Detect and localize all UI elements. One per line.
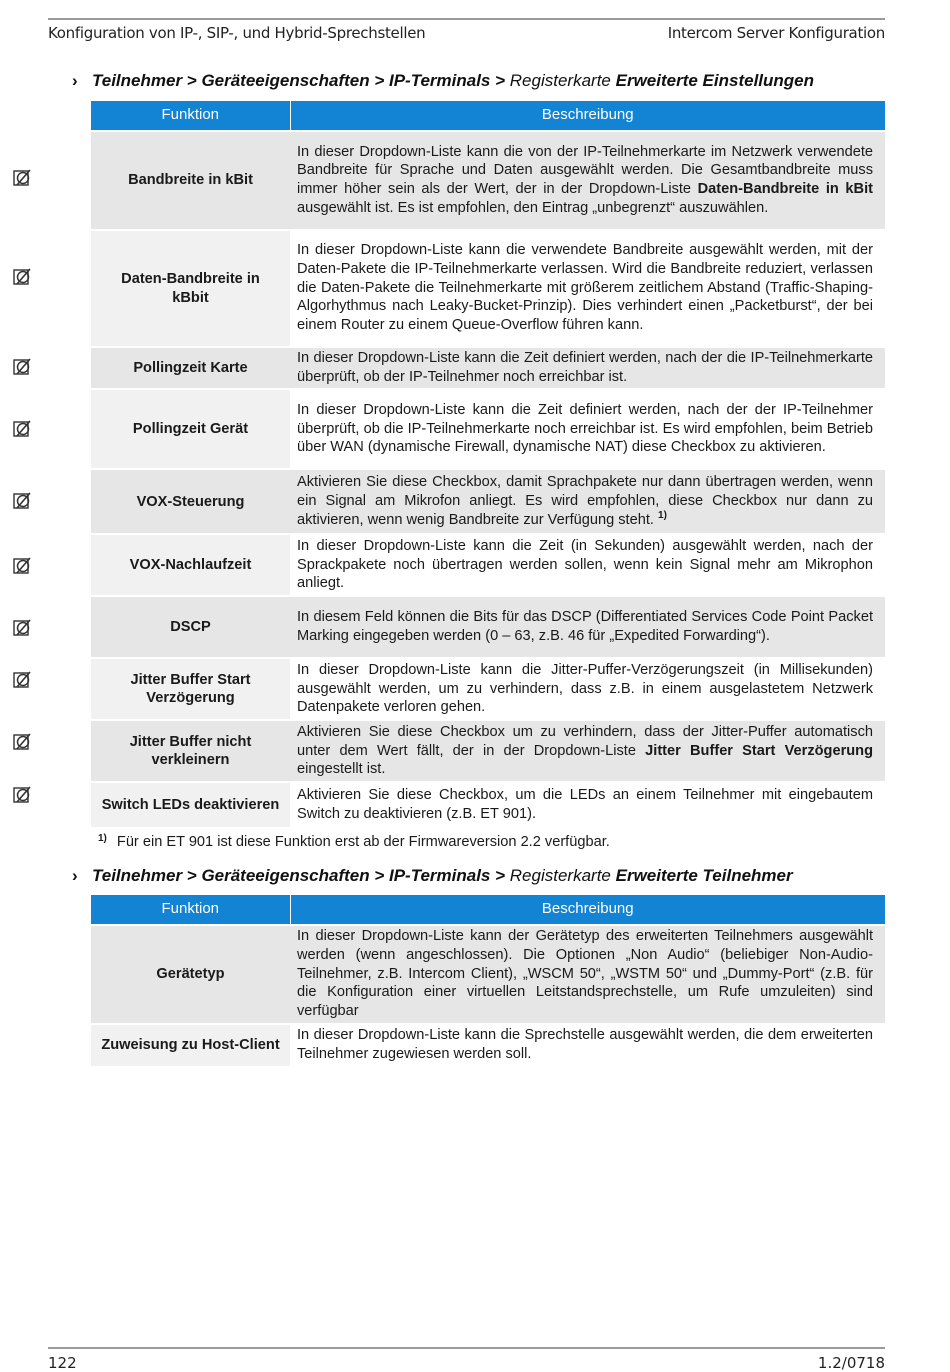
footnote-marker: 1) (98, 833, 107, 844)
section-path: Teilnehmer > Geräteeigenschaften > IP-Terminals > (92, 71, 506, 90)
table-row (91, 925, 885, 1024)
section-tab-name: Erweiterte Einstellungen (615, 71, 815, 90)
function-name: Daten-Bandbreite in kBbit (91, 230, 290, 347)
no-web-config-icon (13, 419, 33, 439)
section-tab-word: Registerkarte (509, 866, 611, 885)
no-web-config-icon (13, 168, 33, 188)
function-description: In dieser Dropdown-Liste kann die Zeit definiert werden, nach der der IP-Teilnehmer überprüft, ob die IP-Teilnehmerkarte noch erreichbar ist. Es wird empfohlen, beim Betrieb über WAN (dynamische Firewall, dynamische NAT) diese Checkbox zu aktivieren. (290, 389, 885, 469)
no-web-config-icon (13, 357, 33, 377)
function-name: Zuweisung zu Host-Client (91, 1024, 290, 1066)
table-header-row (91, 101, 885, 131)
header-right: Intercom Server Konfiguration (667, 24, 885, 42)
section-title-2 (72, 866, 892, 886)
header-rule (48, 18, 885, 20)
document-version: 1.2/0718 (817, 1354, 885, 1372)
col-description: Beschreibung (290, 895, 885, 925)
table-row (91, 389, 885, 469)
table-row (91, 782, 885, 827)
function-name: VOX-Steuerung (91, 469, 290, 534)
header-left: Konfiguration von IP-, SIP-, und Hybrid-Sprechstellen (48, 24, 426, 42)
no-web-config-icon (13, 670, 33, 690)
function-name: VOX-Nachlaufzeit (91, 534, 290, 596)
page-number: 122 (48, 1354, 77, 1372)
col-function: Funktion (91, 101, 290, 131)
function-description: Aktivieren Sie diese Checkbox, damit Sprachpakete nur dann übertragen werden, wenn ein Signal am Mikrofon anliegt. Es wird empfohlen, diese Checkbox nur dann zu aktivieren, wenn wenig Bandbreite zur Verfügung steht. $^{1)}$ (290, 469, 885, 534)
section-title-1 (72, 71, 892, 91)
footnote (98, 834, 610, 850)
no-web-config-icon (13, 267, 33, 287)
function-description: In diesem Feld können die Bits für das DSCP (Differentiated Services Code Point Packet Marking eingegeben werden (0 – 63, z.B. 46 für „Expedited Forwarding“). (290, 596, 885, 658)
function-description: In dieser Dropdown-Liste kann die von der IP-Teilnehmerkarte im Netzwerk verwendete Bandbreite für Sprache und Daten ausgewählt werden. Die Gesamtbandbreite muss immer höher sein als der Wert, der in der Dropdown-Liste Daten-Bandbreite in kBit ausgewählt ist. Es ist empfohlen, den Eintrag „unbegrenzt“ auszuwählen. (290, 131, 885, 230)
footer-rule (48, 1347, 885, 1349)
function-description: Aktivieren Sie diese Checkbox, um die LEDs an einem Teilnehmer mit eingebautem Switch zu deaktivieren (z.B. ET 901). (290, 782, 885, 827)
function-name: Pollingzeit Gerät (91, 389, 290, 469)
table-row (91, 347, 885, 389)
function-name: Switch LEDs deaktivieren (91, 782, 290, 827)
table-row (91, 131, 885, 230)
chevron-right-icon: › (72, 866, 78, 885)
function-description: In dieser Dropdown-Liste kann die Sprechstelle ausgewählt werden, die dem erweiterten Teilnehmer zugewiesen werden soll. (290, 1024, 885, 1066)
table-row (91, 230, 885, 347)
function-description: In dieser Dropdown-Liste kann die Jitter-Puffer-Verzögerungszeit (in Millisekunden) ausgewählt werden, um zu verhindern, dass z.B. in einem ausgelastetem Netzwerk Datenpakete verloren gehen. (290, 658, 885, 720)
table-row (91, 720, 885, 782)
table-row (91, 596, 885, 658)
no-web-config-icon (13, 556, 33, 576)
footnote-text: Für ein ET 901 ist diese Funktion erst ab der Firmwareversion 2.2 verfügbar. (116, 834, 610, 850)
function-description: In dieser Dropdown-Liste kann die Zeit (in Sekunden) ausgewählt werden, nach der Sprackpakete noch übertragen werden sollen, wenn kein Signal mehr am Mikrophon anliegt. (290, 534, 885, 596)
no-web-config-icon (13, 732, 33, 752)
col-function: Funktion (91, 895, 290, 925)
function-description: In dieser Dropdown-Liste kann der Gerätetyp des erweiterten Teilnehmers ausgewählt werden (wenn angeschlossen). Die Optionen „Non Audio“ (beliebiger Non-Audio-Teilnehmer, z.B. Intercom Client), „WSCM 50“, „WSTM 50“ und „Dummy-Port“ (z.B. für die Konfiguration einer virtuellen Leitstandsprechstelle, um Rufe umzuleiten) sind verfügbar (290, 925, 885, 1024)
function-description: In dieser Dropdown-Liste kann die Zeit definiert werden, nach der die IP-Teilnehmerkarte überprüft, ob der IP-Teilnehmer noch erreichbar ist. (290, 347, 885, 389)
table-row (91, 534, 885, 596)
function-description: Aktivieren Sie diese Checkbox um zu verhindern, dass der Jitter-Puffer automatisch unter dem Wert fällt, der in der Dropdown-Liste Jitter Buffer Start Verzögerung eingestellt ist. (290, 720, 885, 782)
section-path: Teilnehmer > Geräteeigenschaften > IP-Terminals > (92, 866, 506, 885)
function-name: Jitter Buffer Start Verzögerung (91, 658, 290, 720)
table-row (91, 658, 885, 720)
function-name: Pollingzeit Karte (91, 347, 290, 389)
function-name: DSCP (91, 596, 290, 658)
function-name: Gerätetyp (91, 925, 290, 1024)
footnote-ref: 1) (658, 509, 667, 521)
no-web-config-icon (13, 491, 33, 511)
col-description: Beschreibung (290, 101, 885, 131)
section-tab-name: Erweiterte Teilnehmer (615, 866, 793, 885)
no-web-config-icon (13, 785, 33, 805)
function-name: Bandbreite in kBit (91, 131, 290, 230)
settings-table-2 (91, 895, 885, 1066)
function-description: In dieser Dropdown-Liste kann die verwendete Bandbreite ausgewählt werden, mit der Daten-Pakete die IP-Teilnehmerkarte verlassen. Wird die Bandbreite reduziert, verlassen die Daten-Pakete die Teilnehmerkarte mit größerem zeitlichem Abstand (Traffic-Shaping-Algorhythmus nach Leaky-Bucket-Prinzip). Dies verhindert einen „Packetburst“, der bei einem Router zu einem Queue-Overflow führen kann. (290, 230, 885, 347)
table-row (91, 469, 885, 534)
settings-table-1 (91, 101, 885, 827)
section-tab-word: Registerkarte (509, 71, 611, 90)
function-name: Jitter Buffer nicht verkleinern (91, 720, 290, 782)
chevron-right-icon: › (72, 71, 78, 90)
table-row (91, 1024, 885, 1066)
no-web-config-icon (13, 618, 33, 638)
table-header-row (91, 895, 885, 925)
